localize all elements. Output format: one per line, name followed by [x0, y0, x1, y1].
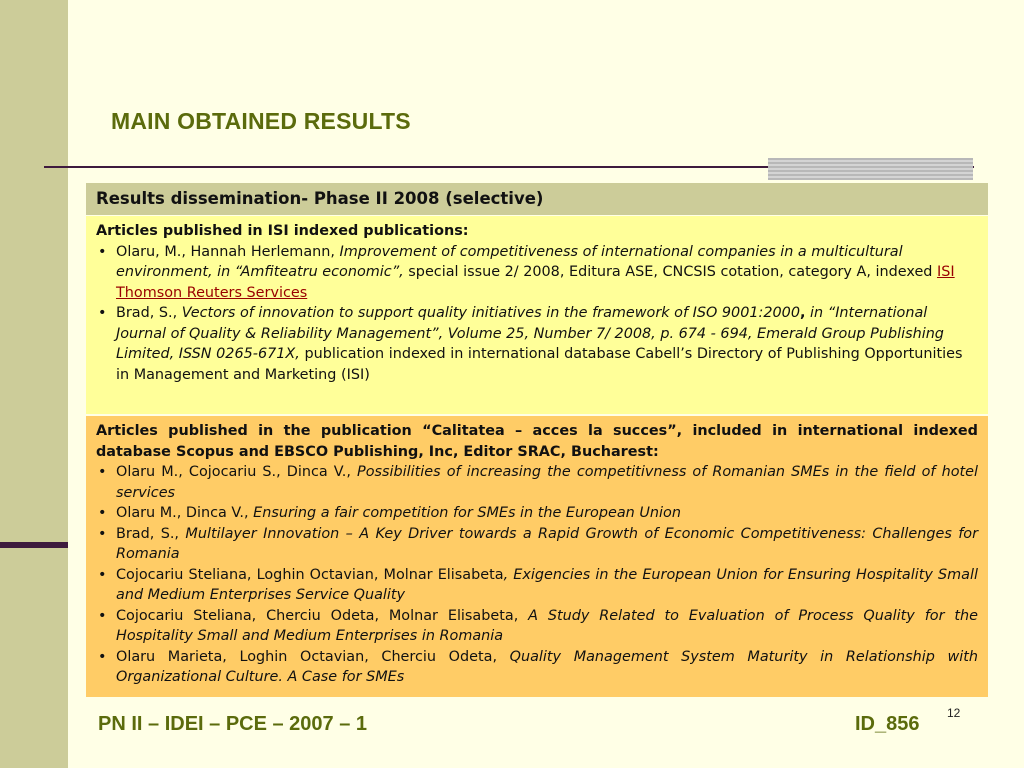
calitatea-list [96, 462, 978, 688]
results-table [86, 183, 988, 697]
calitatea-heading: Articles published in the publication “Calitatea – acces la succes”, included in international indexed database Scopus and EBSCO Publishing, Inc, Editor SRAC, Bucharest: [96, 423, 978, 460]
ref-title: Improvement of competitiveness of international companies in a multicultural environment, in “Amfiteatru economic”, [116, 243, 903, 280]
ref-details: special issue 2/ 2008, Editura ASE, CNCSIS cotation, category A, indexed [403, 264, 938, 280]
isi-thomson-link[interactable]: ISI Thomson Reuters Services [116, 264, 955, 301]
list-item [96, 565, 978, 606]
left-sidebar-band [0, 0, 68, 768]
ref-title: Quality Management System Maturity in Relationship with Organizational Culture. A Case for SMEs [116, 648, 978, 685]
isi-list [96, 242, 978, 386]
list-item [96, 462, 978, 503]
ref-authors: Olaru M., Cojocariu S., Dinca V., [116, 464, 358, 480]
list-item [96, 647, 978, 688]
ref-authors: Brad, S., [116, 305, 182, 321]
isi-heading: Articles published in ISI indexed publications: [96, 223, 469, 239]
ref-title: , Exigencies in the European Union for Ensuring Hospitality Small and Medium Enterprises Service Quality [116, 566, 978, 603]
ref-title: Ensuring a fair competition for SMEs in the European Union [253, 505, 681, 521]
ref-authors: Olaru, M., Hannah Herlemann, [116, 243, 340, 260]
title-decoration-block [768, 158, 973, 180]
list-item [96, 503, 978, 524]
ref-details: publication indexed in international database Cabell’s Directory of Publishing Opportunities in Management and Marketing (ISI) [116, 346, 963, 383]
ref-title: Vectors of innovation to support quality initiatives in the framework of ISO 9001:2000 [181, 305, 800, 321]
table-header: Results dissemination- Phase II 2008 (selective) [86, 183, 988, 215]
calitatea-section [86, 416, 988, 697]
ref-title: Multilayer Innovation – A Key Driver towards a Rapid Growth of Economic Competitiveness: Challenges for Romania [116, 525, 979, 562]
footer-project-id: ID_856 [855, 713, 920, 735]
ref-comma: , [800, 305, 806, 321]
ref-authors: Cojocariu Steliana, Cherciu Odeta, Molnar Elisabeta, [116, 607, 529, 624]
ref-title: A Study Related to Evaluation of Process Quality for the Hospitality Small and Medium Enterprises in Romania [116, 607, 978, 644]
list-item [96, 606, 978, 647]
ref-authors: Cojocariu Steliana, Loghin Octavian, Molnar Elisabeta [116, 566, 504, 583]
list-item [96, 303, 978, 385]
ref-title: Possibilities of increasing the competitivness of Romanian SMEs in the field of hotel services [116, 464, 978, 501]
ref-authors: Olaru Marieta, Loghin Octavian, Cherciu Odeta, [116, 648, 510, 665]
list-item [96, 242, 978, 304]
ref-authors: Olaru M., Dinca V., [116, 505, 254, 521]
page-number: 12 [947, 706, 961, 720]
footer-program-code: PN II – IDEI – PCE – 2007 – 1 [98, 713, 368, 735]
list-item [96, 524, 978, 565]
sidebar-divider [0, 542, 68, 548]
ref-authors: Brad, S., [116, 525, 186, 542]
ref-journal: in “International Journal of Quality & Reliability Management”, Volume 25, Number 7/ 2008, p. 674 - 694, Emerald Group Publishing Limited, ISSN 0265-671X, [116, 305, 944, 362]
isi-section [86, 216, 988, 414]
slide-title: MAIN OBTAINED RESULTS [111, 108, 411, 134]
